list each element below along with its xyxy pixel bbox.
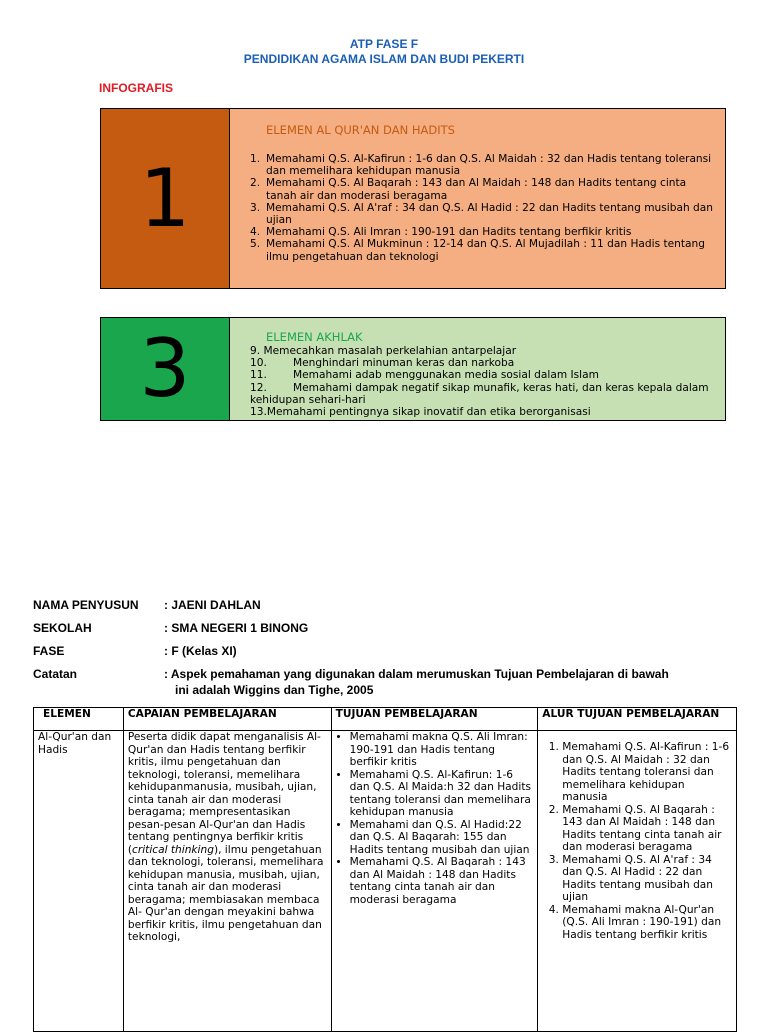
list-item: • Memahami Q.S. Al-Kafirun: 1-6 dan Q.S. Al Maida:h 32 dan Hadits tentang toleransi dan memelihara kehidupan manusia — [350, 769, 534, 819]
th-capaian: CAPAIAN PEMBELAJARAN — [123, 708, 331, 731]
list-item: 1. Memahami Q.S. Al-Kafirun : 1-6 dan Q.S. Al Maidah : 32 dan Hadis tentang toleransi dan memelihara kehidupan manusia — [250, 153, 712, 178]
list-item: • Memahami makna Q.S. Ali Imran: 190-191 dan Hadis tentang berfikir kritis — [350, 731, 534, 769]
element-list — [250, 153, 717, 263]
list-item: 2. Memahami Q.S. Al Baqarah : 143 dan Al Maidah : 148 dan Hadits tentang cinta tanah air dan moderasi beragama — [562, 804, 732, 854]
element-title: ELEMEN AKHLAK — [266, 330, 363, 344]
meta-value: : SMA NEGERI 1 BINONG — [164, 621, 309, 635]
meta-value: : F (Kelas XI) — [164, 644, 237, 658]
table-header-row — [34, 708, 737, 731]
list-item: 10. Menghindari minuman keras dan narkoba — [250, 357, 515, 370]
element-number: 3 — [101, 318, 230, 420]
list-item: 2. Memahami Q.S. Al Baqarah : 143 dan Al Maidah : 148 dan Hadits tentang cinta tanah air dan moderasi beragama — [250, 177, 687, 202]
cell-capaian: Peserta didik dapat menganalisis Al-Qur'an dan Hadis tentang berfikir kritis, ilmu pengetahuan dan teknologi, toleransi, memelihara kehidupanmanusia, musibah, ujian, cinta tanah air dan moderasi beragama; mempresentasikan pesan-pesan Al-Qur'an dan Hadis tentang pentingnya berfikir kritis (critical thinking), ilmu pengetahuan dan teknologi, toleransi, memelihara kehidupan manusia, musibah, ujian, cinta tanah air dan moderasi beragama; membiasakan membaca Al- Qur'an dengan meyakini bahwa berfikir kritis, ilmu pengetahuan dan teknologi, — [123, 731, 331, 1032]
list-item: • Memahami dan Q.S. Al Hadid:22 dan Q.S. Al Baqarah: 155 dan Hadits tentang musibah dan ujian — [350, 819, 534, 857]
list-item: 4. Memahami Q.S. Ali Imran : 190-191 dan Hadits tentang berfikir kritis — [250, 226, 632, 239]
element-title: ELEMEN AL QUR'AN DAN HADITS — [266, 123, 455, 137]
list-item: 9. Memecahkan masalah perkelahian antarpelajar — [250, 345, 517, 357]
th-tujuan: TUJUAN PEMBELAJARAN — [331, 708, 538, 731]
list-item: 3. Memahami Q.S. Al A'raf : 34 dan Q.S. Al Hadid : 22 dan Hadits tentang musibah dan ujian — [250, 201, 713, 227]
element-box-akhlak — [100, 317, 726, 421]
cell-alur — [538, 731, 737, 1032]
list-item: 1. Memahami Q.S. Al-Kafirun : 1-6 dan Q.S. Al Maidah : 32 dan Hadits tentang toleransi dan memelihara kehidupan manusia — [562, 741, 732, 804]
list-item: 11. Memahami adab menggunakan media sosial dalam Islam — [250, 369, 599, 382]
meta-label: SEKOLAH — [33, 621, 92, 635]
meta-value: : JAENI DAHLAN — [164, 598, 261, 612]
list-item: 12. Memahami dampak negatif sikap munafik, keras hati, dan keras kepala dalam kehidupan sehari-hari — [250, 381, 709, 406]
element-box-quran-hadits — [100, 108, 726, 289]
th-alur: ALUR TUJUAN PEMBELAJARAN — [538, 708, 737, 731]
meta-label: Catatan — [33, 667, 78, 681]
cell-tujuan — [331, 731, 538, 1032]
table-row — [34, 731, 737, 1032]
th-elemen: ELEMEN — [34, 708, 124, 731]
atp-table — [33, 707, 737, 1032]
alur-list — [542, 741, 732, 941]
list-item: 5. Memahami Q.S. Al Mukminun : 12-14 dan Q.S. Al Mujadilah : 11 dan Hadis tentang ilmu pengetahuan dan teknologi — [250, 238, 705, 263]
cell-elemen: Al-Qur'an dan Hadis — [34, 731, 124, 1032]
element-number: 1 — [101, 109, 230, 288]
list-item: 4. Memahami makna Al-Qur'an (Q.S. Ali Imran : 190-191) dan Hadis tentang berfikir kritis — [562, 904, 732, 942]
document-title: ATP FASE F — [349, 37, 419, 51]
meta-value: : Aspek pemahaman yang digunakan dalam merumuskan Tujuan Pembelajaran di bawah — [164, 667, 669, 681]
meta-value-cont: ini adalah Wiggins dan Tighe, 2005 — [175, 683, 374, 697]
element-body — [230, 109, 725, 288]
meta-label: NAMA PENYUSUN — [33, 598, 139, 612]
element-body — [230, 318, 725, 420]
list-item: 13.Memahami pentingnya sikap inovatif dan etika berorganisasi — [250, 406, 591, 419]
tujuan-list — [336, 731, 534, 906]
document-subtitle: PENDIDIKAN AGAMA ISLAM DAN BUDI PEKERTI — [243, 52, 525, 66]
infografis-label: INFOGRAFIS — [99, 81, 173, 95]
meta-label: FASE — [33, 644, 65, 658]
element-list — [250, 345, 717, 418]
list-item: 3. Memahami Q.S. Al A'raf : 34 dan Q.S. Al Hadid : 22 dan Hadits tentang musibah dan ujian — [562, 854, 732, 904]
list-item: • Memahami Q.S. Al Baqarah : 143 dan Al Maidah : 148 dan Hadits tentang cinta tanah air dan moderasi beragama — [350, 856, 534, 906]
